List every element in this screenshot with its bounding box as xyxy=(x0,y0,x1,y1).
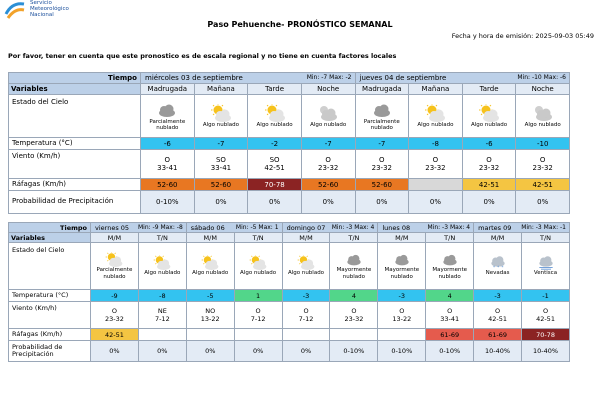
night-cloud-icon xyxy=(316,104,340,122)
sky-condition: Algo nublado xyxy=(240,270,277,277)
day-header xyxy=(282,223,378,233)
gust-value xyxy=(282,329,330,341)
day-min-max xyxy=(521,224,569,231)
wind-speed: 23-32 xyxy=(425,164,446,172)
variables-header: Variables xyxy=(9,233,91,243)
day-min: Min: -9 xyxy=(137,223,159,231)
org-line-3: Nacional xyxy=(30,12,54,18)
gusts-row xyxy=(9,179,570,191)
sky-cell xyxy=(282,243,330,290)
sky-condition: Algo nublado xyxy=(192,270,229,277)
wind-speed: 23-32 xyxy=(318,164,339,172)
period-label: M/M xyxy=(378,233,426,243)
partly-sunny-icon xyxy=(263,104,287,122)
wind-label: Viento (Km/h) xyxy=(9,302,91,329)
wind-cell xyxy=(91,302,139,329)
sky-cell xyxy=(194,95,248,138)
wind-direction: O xyxy=(325,156,331,164)
period-label: T/N xyxy=(522,233,570,243)
sky-cell xyxy=(138,243,186,290)
sky-cell xyxy=(248,95,302,138)
precipitation-value: 0% xyxy=(234,341,282,362)
sky-condition: Parcialmente nublado xyxy=(363,118,400,131)
sky-cell xyxy=(474,243,522,290)
temperature-label: Temperatura (°C) xyxy=(9,290,91,302)
day-max: Max: 4 xyxy=(354,223,375,231)
cloud-icon xyxy=(344,252,364,267)
sky-cell xyxy=(462,95,516,138)
gust-value: 42-51 xyxy=(91,329,139,341)
temperature-row xyxy=(9,138,570,150)
wind-cell xyxy=(522,302,570,329)
gust-value xyxy=(234,329,282,341)
emission-timestamp: Fecha y hora de emisión: 2025-09-03 05:49 xyxy=(451,32,594,40)
partly-sunny-icon xyxy=(152,255,172,270)
period-label: T/N xyxy=(330,233,378,243)
gust-value: 52-60 xyxy=(141,179,195,191)
day-max: Max: -1 xyxy=(543,223,566,231)
sky-label: Estado del Cielo xyxy=(9,243,91,290)
gust-value xyxy=(330,329,378,341)
precipitation-value: 0% xyxy=(355,191,409,214)
wind-direction: NO xyxy=(205,307,216,315)
precipitation-label: Probabilidad de Precipitación xyxy=(9,341,91,362)
temperature-value: -8 xyxy=(138,290,186,302)
temperature-value: -2 xyxy=(248,138,302,150)
temperature-value: 1 xyxy=(234,290,282,302)
wind-speed: 23-32 xyxy=(532,164,553,172)
day-header xyxy=(378,223,474,233)
temperature-value: -1 xyxy=(522,290,570,302)
wind-cell xyxy=(234,302,282,329)
temperature-value: -9 xyxy=(91,290,139,302)
temperature-value: -10 xyxy=(516,138,570,150)
day-min-max xyxy=(307,74,355,81)
period-label: M/M xyxy=(186,233,234,243)
sky-condition: Ventisca xyxy=(533,270,558,277)
svg-text:*: * xyxy=(492,265,495,271)
precipitation-value: 0% xyxy=(282,341,330,362)
period-label: Noche xyxy=(516,84,570,95)
day-max: Max: -6 xyxy=(543,74,566,81)
sky-cell xyxy=(522,243,570,290)
period-label: Madrugada xyxy=(355,84,409,95)
period-label: Tarde xyxy=(462,84,516,95)
wind-speed: 7-12 xyxy=(298,315,314,323)
wind-direction: O xyxy=(379,156,385,164)
svg-text:*: * xyxy=(500,265,503,271)
wind-speed: 42-51 xyxy=(536,315,555,323)
sky-condition: Algo nublado xyxy=(417,121,454,128)
sky-condition: Algo nublado xyxy=(256,121,293,128)
sky-condition: Algo nublado xyxy=(287,270,325,277)
day-header xyxy=(355,73,570,84)
sky-cell xyxy=(91,243,139,290)
wind-direction: O xyxy=(164,156,171,164)
wind-cell xyxy=(282,302,330,329)
precipitation-value: 10-40% xyxy=(522,341,570,362)
sky-cell xyxy=(234,243,282,290)
period-label: M/M xyxy=(91,233,139,243)
period-label: T/N xyxy=(138,233,186,243)
blizzard-icon xyxy=(536,255,556,270)
smn-logo-icon xyxy=(4,0,26,20)
wind-speed: 42-51 xyxy=(264,164,285,172)
wind-direction: O xyxy=(486,156,492,164)
wind-cell xyxy=(138,302,186,329)
temperature-value: -7 xyxy=(194,138,248,150)
wind-cell xyxy=(248,150,302,179)
day-min: Min: -10 xyxy=(517,74,542,81)
wind-cell xyxy=(355,150,409,179)
gusts-label: Ráfagas (Km/h) xyxy=(9,329,91,341)
wind-direction: O xyxy=(432,156,439,164)
precipitation-value: 0-10% xyxy=(141,191,195,214)
sky-cell xyxy=(330,243,378,290)
svg-text:*: * xyxy=(496,265,499,271)
precipitation-value: 0-10% xyxy=(426,341,474,362)
precipitation-value: 0% xyxy=(194,191,248,214)
wind-speed: 23-32 xyxy=(371,164,392,172)
day-min-max xyxy=(427,224,473,231)
precipitation-value: 0-10% xyxy=(378,341,426,362)
wind-speed: 33-41 xyxy=(157,164,178,172)
partly-sunny-icon xyxy=(423,104,447,122)
temperature-value: 4 xyxy=(330,290,378,302)
day-min: Min: -3 xyxy=(331,223,353,231)
temperature-value: 4 xyxy=(426,290,474,302)
precipitation-value: 0% xyxy=(462,191,516,214)
partly-sunny-icon xyxy=(296,255,316,270)
gusts-row xyxy=(9,329,570,341)
wind-speed: 23-32 xyxy=(478,164,500,172)
partly-sunny-icon xyxy=(248,255,268,270)
wind-direction: O xyxy=(303,307,309,315)
sky-cell xyxy=(426,243,474,290)
day-min-max xyxy=(517,74,569,81)
smn-logo xyxy=(4,0,114,22)
temperature-value: -3 xyxy=(282,290,330,302)
sky-condition: Parcialmente nublado xyxy=(149,118,186,131)
cloud-icon xyxy=(155,101,179,119)
precipitation-value: 0% xyxy=(248,191,302,214)
sky-condition: Algo nublado xyxy=(310,121,347,128)
cloud-icon xyxy=(440,252,460,267)
period-label: M/M xyxy=(474,233,522,243)
day-name: jueves 04 de septiembre xyxy=(359,74,447,82)
sky-cell xyxy=(186,243,234,290)
day-min: Min: -5 xyxy=(235,223,257,231)
gusts-label: Ráfagas (Km/h) xyxy=(9,179,141,191)
sky-condition: Nevadas xyxy=(485,270,510,277)
temperature-value: -7 xyxy=(355,138,409,150)
period-label: Tarde xyxy=(248,84,302,95)
temperature-row xyxy=(9,290,570,302)
period-label: Mañana xyxy=(194,84,248,95)
gust-value xyxy=(138,329,186,341)
precipitation-value: 10-40% xyxy=(474,341,522,362)
temperature-value: -3 xyxy=(378,290,426,302)
precipitation-value: 0% xyxy=(516,191,570,214)
partly-sunny-icon xyxy=(104,252,124,267)
regional-notice: Por favor, tener en cuenta que este pronostico es de escala regional y no tiene en cuenta factores locales xyxy=(8,52,397,60)
sky-condition: Parcialmente nublado xyxy=(96,267,133,280)
day-min-max xyxy=(138,224,186,231)
day-min-max xyxy=(236,224,282,231)
forecast-table-days-3-7 xyxy=(8,222,570,362)
wind-speed: 23-32 xyxy=(344,315,364,323)
wind-cell xyxy=(426,302,474,329)
wind-label: Viento (Km/h) xyxy=(9,150,141,179)
sky-cell xyxy=(141,95,195,138)
day-header xyxy=(141,73,356,84)
period-header-row xyxy=(9,233,570,243)
wind-direction: O xyxy=(111,307,117,315)
sky-cell xyxy=(409,95,463,138)
org-name xyxy=(30,0,69,18)
temperature-value: -6 xyxy=(462,138,516,150)
gust-value: 61-69 xyxy=(474,329,522,341)
cloud-icon xyxy=(392,252,412,267)
temperature-value: -5 xyxy=(186,290,234,302)
day-name: viernes 05 xyxy=(95,223,130,232)
gust-value: 52-60 xyxy=(355,179,409,191)
wind-cell xyxy=(516,150,570,179)
day-header xyxy=(91,223,187,233)
day-min: Min: -7 xyxy=(306,74,328,81)
forecast-table-days-1-2 xyxy=(8,72,570,214)
night-cloud-icon xyxy=(531,104,555,122)
wind-speed: 33-41 xyxy=(440,315,460,323)
sky-condition: Algo nublado xyxy=(471,121,508,128)
period-label: T/N xyxy=(234,233,282,243)
tiempo-label: Tiempo xyxy=(107,74,137,82)
sky-cell xyxy=(301,95,355,138)
partly-sunny-icon xyxy=(477,104,501,122)
sky-condition: Algo nublado xyxy=(144,270,181,277)
partly-sunny-icon xyxy=(209,104,233,122)
temperature-value: -8 xyxy=(409,138,463,150)
period-header-row xyxy=(9,84,570,95)
precipitation-value: 0% xyxy=(186,341,234,362)
period-label: Madrugada xyxy=(141,84,195,95)
tiempo-header xyxy=(9,223,91,233)
day-max: Max: 1 xyxy=(258,223,279,231)
wind-direction: SO xyxy=(269,156,280,164)
cloud-icon xyxy=(370,101,394,119)
sky-condition: Mayormente nublado xyxy=(336,267,372,280)
precipitation-row xyxy=(9,191,570,214)
day-max: Max: -2 xyxy=(329,74,352,81)
precipitation-value: 0-10% xyxy=(330,341,378,362)
gust-value: 52-60 xyxy=(301,179,355,191)
temperature-value: -7 xyxy=(301,138,355,150)
snow-icon xyxy=(488,255,508,270)
gust-value xyxy=(409,179,463,191)
temperature-value: -3 xyxy=(474,290,522,302)
variables-header: Variables xyxy=(9,84,141,95)
sky-condition: Mayormente nublado xyxy=(384,267,420,280)
gust-value xyxy=(378,329,426,341)
wind-speed: 42-51 xyxy=(488,315,508,323)
wind-speed: 23-32 xyxy=(105,315,124,323)
day-name: lunes 08 xyxy=(382,223,411,232)
day-header xyxy=(474,223,570,233)
wind-cell xyxy=(186,302,234,329)
wind-cell xyxy=(301,150,355,179)
wind-direction: SO xyxy=(215,156,226,164)
gust-value: 42-51 xyxy=(516,179,570,191)
sky-label: Estado del Cielo xyxy=(9,95,141,138)
tiempo-header xyxy=(9,73,141,84)
precipitation-value: 0% xyxy=(138,341,186,362)
gust-value: 70-78 xyxy=(522,329,570,341)
sky-condition: Algo nublado xyxy=(524,121,561,128)
wind-cell xyxy=(378,302,426,329)
sky-cell xyxy=(516,95,570,138)
precipitation-value: 0% xyxy=(91,341,139,362)
sky-condition: Mayormente nublado xyxy=(432,267,468,280)
wind-cell xyxy=(141,150,195,179)
wind-direction: NE xyxy=(157,307,167,315)
day-name: domingo 07 xyxy=(286,223,326,232)
sky-row xyxy=(9,95,570,138)
wind-cell xyxy=(194,150,248,179)
wind-direction: O xyxy=(351,307,357,315)
period-label: Noche xyxy=(301,84,355,95)
day-max: Max: 4 xyxy=(449,223,471,231)
day-min: Min: -3 xyxy=(427,223,449,231)
partly-sunny-icon xyxy=(200,255,220,270)
wind-speed: 7-12 xyxy=(250,315,266,323)
org-line-2: Meteorológico xyxy=(30,6,69,12)
precipitation-value: 0% xyxy=(409,191,463,214)
page-title: Paso Pehuenche- PRONÓSTICO SEMANAL xyxy=(207,20,393,29)
wind-direction: O xyxy=(539,156,546,164)
period-label: M/M xyxy=(282,233,330,243)
gust-value: 61-69 xyxy=(426,329,474,341)
tiempo-label: Tiempo xyxy=(60,223,87,232)
gust-value: 52-60 xyxy=(194,179,248,191)
sky-cell xyxy=(355,95,409,138)
day-min: Min: -3 xyxy=(521,223,542,231)
wind-direction: O xyxy=(255,307,261,315)
day-name: miércoles 03 de septiembre xyxy=(145,74,243,82)
day-min-max xyxy=(332,224,378,231)
sky-row xyxy=(9,243,570,290)
wind-row xyxy=(9,302,570,329)
day-name: sábado 06 xyxy=(190,223,225,232)
day-name: martes 09 xyxy=(478,223,512,232)
precipitation-value: 0% xyxy=(301,191,355,214)
gust-value xyxy=(186,329,234,341)
wind-direction: O xyxy=(399,307,405,315)
wind-row xyxy=(9,150,570,179)
sky-condition: Algo nublado xyxy=(202,121,239,128)
period-label: T/N xyxy=(426,233,474,243)
wind-speed: 13-22 xyxy=(392,315,412,323)
wind-cell xyxy=(474,302,522,329)
period-label: Mañana xyxy=(409,84,463,95)
day-max: Max: -8 xyxy=(160,223,183,231)
wind-cell xyxy=(462,150,516,179)
wind-speed: 33-41 xyxy=(210,164,232,172)
temperature-value: -6 xyxy=(141,138,195,150)
day-header-row xyxy=(9,223,570,233)
wind-direction: O xyxy=(495,307,501,315)
wind-speed: 7-12 xyxy=(154,315,170,323)
precipitation-row xyxy=(9,341,570,362)
precipitation-label: Probabilidad de Precipitación xyxy=(9,191,141,214)
wind-speed: 13-22 xyxy=(200,315,220,323)
gust-value: 70-78 xyxy=(248,179,302,191)
wind-direction: O xyxy=(447,307,453,315)
org-line-1: Servicio xyxy=(30,0,52,6)
day-header xyxy=(186,223,282,233)
wind-cell xyxy=(330,302,378,329)
wind-direction: O xyxy=(542,307,549,315)
sky-cell xyxy=(378,243,426,290)
temperature-label: Temperatura (°C) xyxy=(9,138,141,150)
wind-cell xyxy=(409,150,463,179)
day-header-row xyxy=(9,73,570,84)
gust-value: 42-51 xyxy=(462,179,516,191)
